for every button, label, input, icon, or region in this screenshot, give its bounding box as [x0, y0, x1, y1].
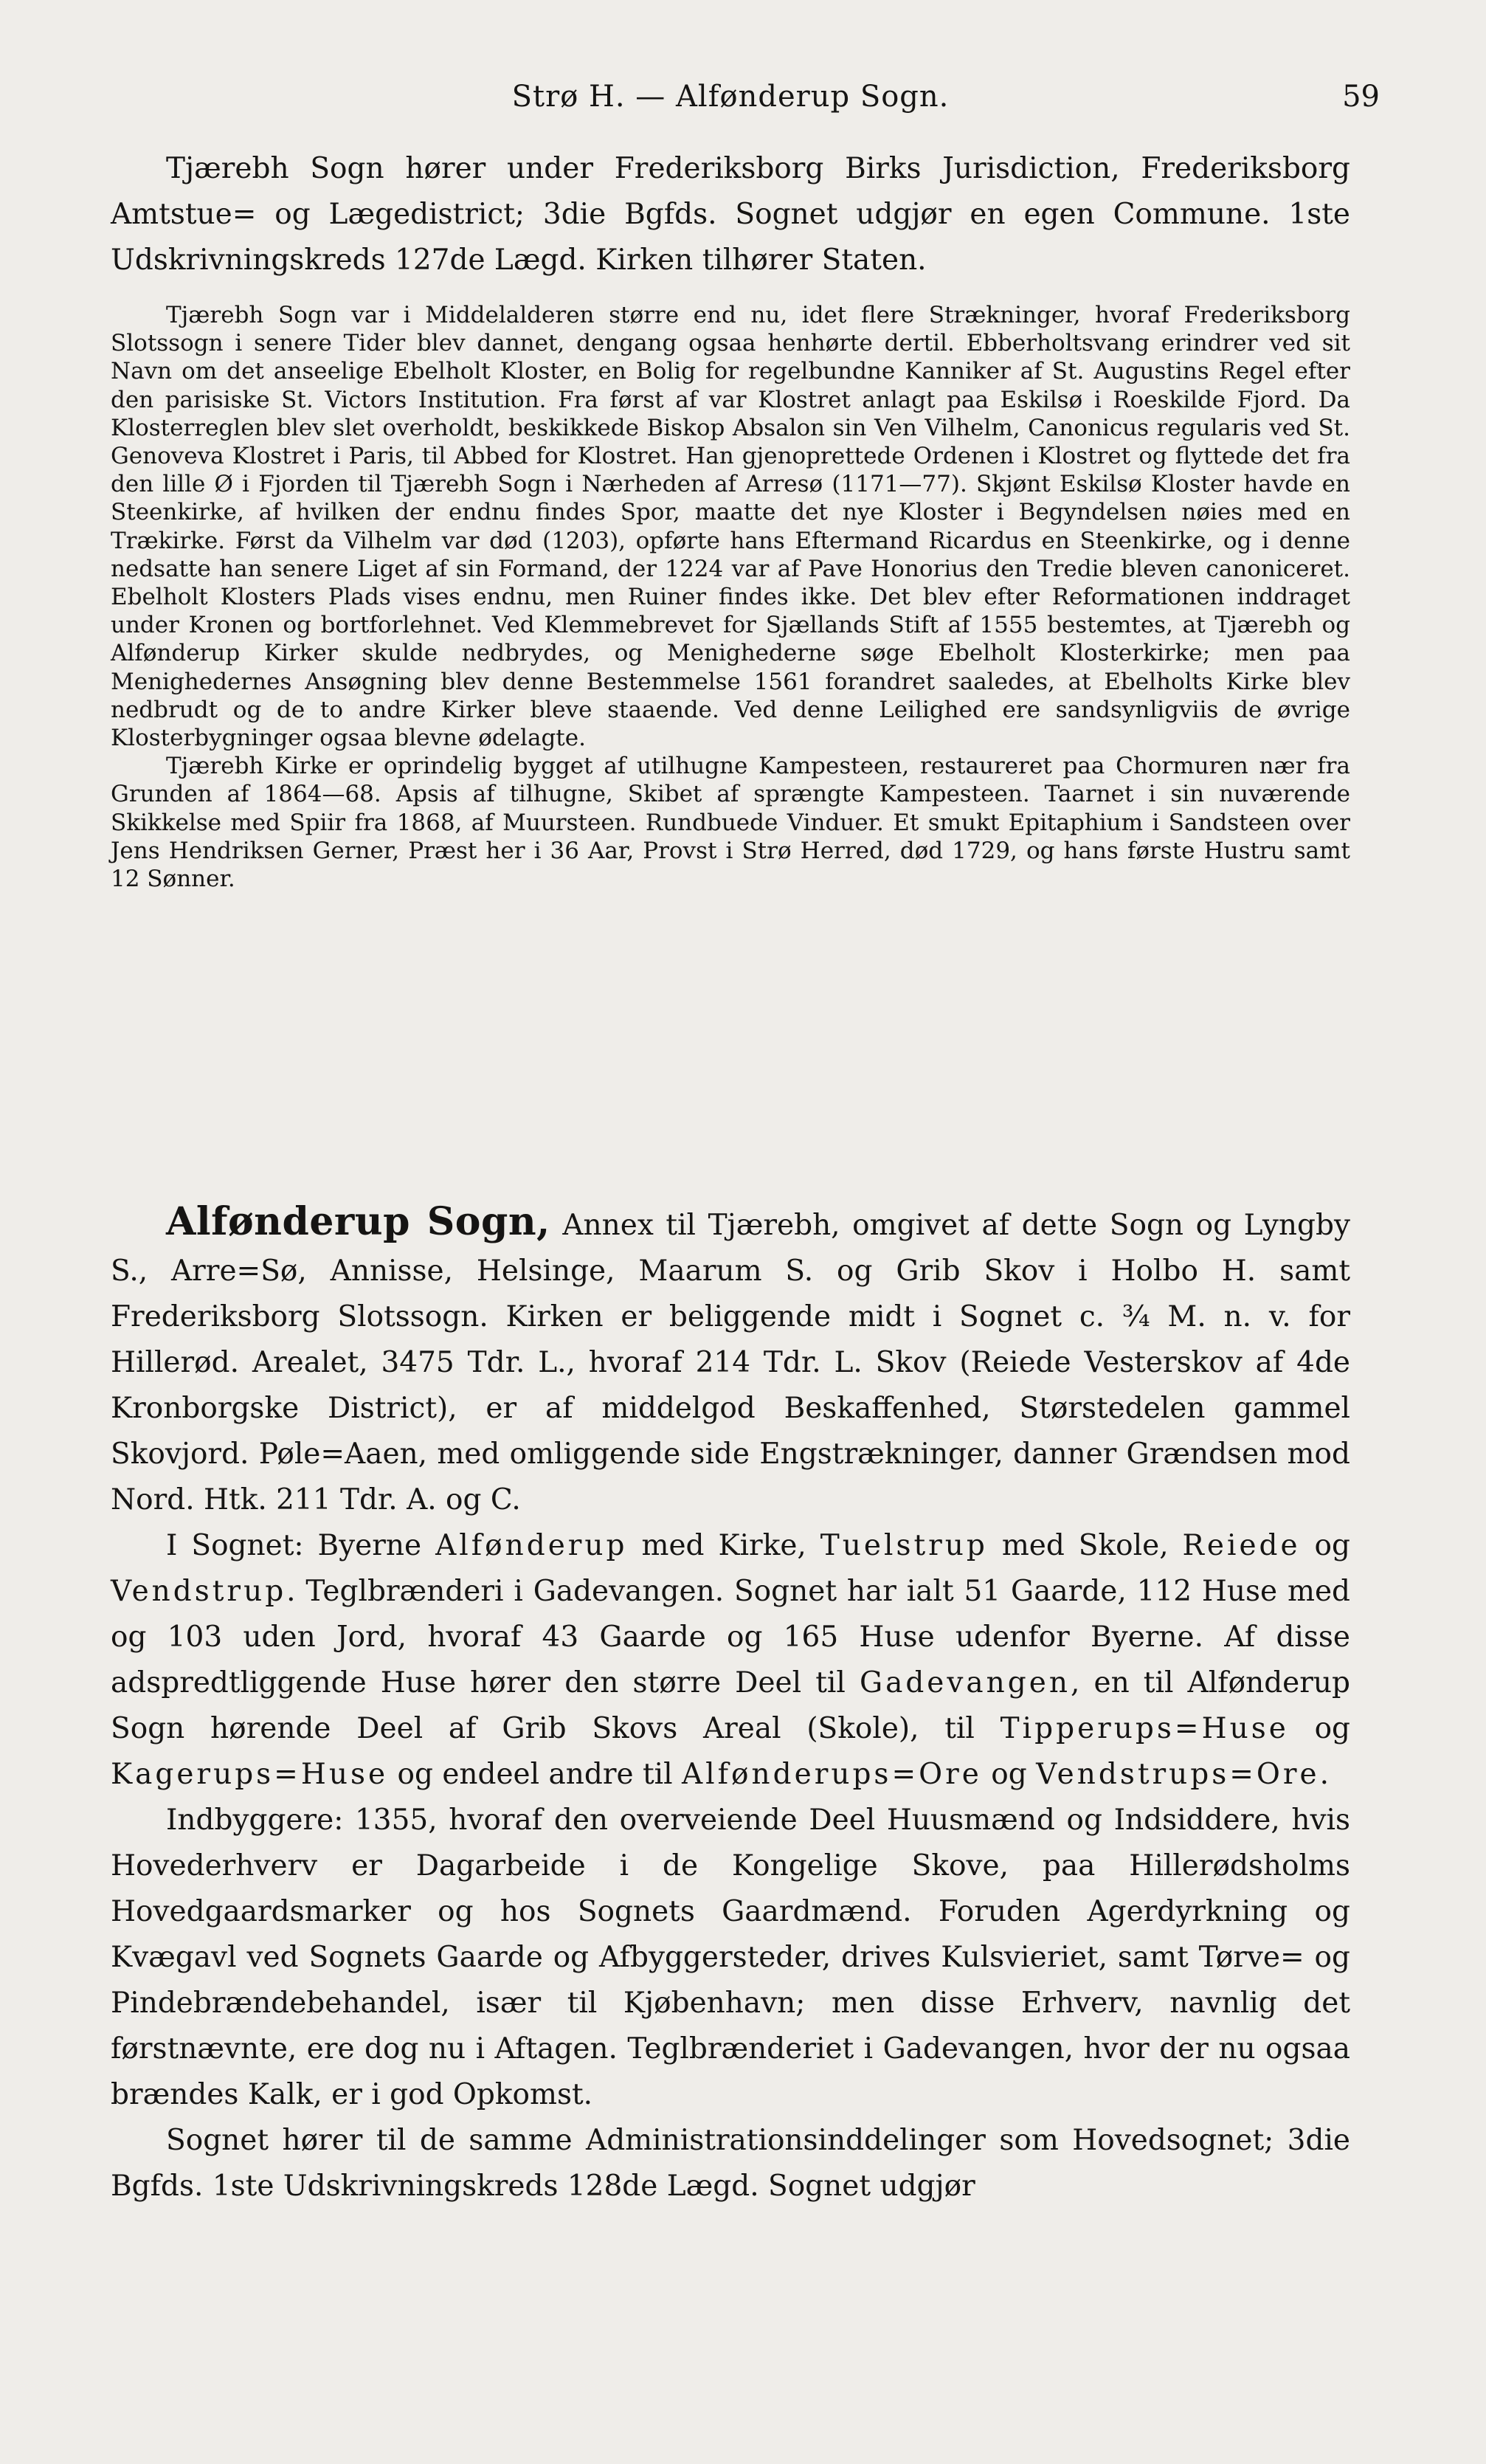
- paragraph-history: Tjærebh Sogn var i Middelalderen større end nu, idet flere Strækninger, hvoraf Frederiksborg Slotssogn i senere Tider blev dannet, dengang ogsaa henhørte dertil. Ebberholtsvang erindrer ved sit Navn om det anseelige Ebelholt Kloster, en Bolig for regelbundne Kanniker af St. Augustins Regel efter den parisiske St. Victors Institution. Fra først af var Klostret anlagt paa Eskilsø i Roeskilde Fjord. Da Klosterreglen blev slet overholdt, beskikkede Biskop Absalon sin Ven Vilhelm, Canonicus regularis ved St. Genoveva Klostret i Paris, til Abbed for Klostret. Han gjenoprettede Ordenen i Klostret og flyttede det fra den lille Ø i Fjorden til Tjærebh Sogn i Nærheden af Arresø (1171—77). Skjønt Eskilsø Kloster havde en Steenkirke, af hvilken der endnu findes Spor, maatte det nye Kloster i Begyndelsen nøies med en Trækirke. Først da Vilhelm var død (1203), opførte hans Eftermand Ricardus en Steenkirke, og i denne nedsatte han senere Liget af sin Formand, der 1224 var af Pave Honorius den Tredie bleven canoniceret. Ebelholt Klosters Plads vises endnu, men Ruiner findes ikke. Det blev efter Reformationen inddraget under Kronen og bortforlehnet. Ved Klemmebrevet for Sjællands Stift af 1555 bestemtes, at Tjærebh og Alfønderup Kirker skulde nedbrydes, og Menighederne søge Ebelholt Klosterkirke; men paa Menighedernes Ansøgning blev denne Bestemmelse 1561 forandret saaledes, at Ebelholts Kirke blev nedbrudt og de to andre Kirker bleve staaende. Ved denne Leilighed ere sandsynligviis de øvrige Klosterbygninger ogsaa blevne ødelagte.: [111, 302, 1350, 752]
- paragraph-jurisdiction: Tjærebh Sogn hører under Frederiksborg Birks Jurisdiction, Frederiksborg Amtstue= og Lægedistrict; 3die Bgfds. Sognet udgjør en egen Commune. 1ste Udskrivningskreds 127de Lægd. Kirken tilhører Staten.: [111, 152, 1350, 277]
- paragraph-parish-intro: [111, 1199, 1350, 1523]
- running-head: [111, 80, 1380, 124]
- parish-intro-text: Annex til Tjærebh, omgivet af dette Sogn og Lyngby S., Arre=Sø, Annisse, Helsinge, Maarum S. og Grib Skov i Holbo H. samt Frederiksborg Slotssogn. Kirken er beliggende midt i Sognet c. ¾ M. n. v. for Hillerød. Arealet, 3475 Tdr. L., hvoraf 214 Tdr. L. Skov (Reiede Vesterskov af 4de Kronborgske District), er af middelgod Beskaffenhed, Størstedelen gammel Skovjord. Pøle=Aaen, med omliggende side Engstrækninger, danner Grændsen mod Nord. Htk. 211 Tdr. A. og C.: [111, 1209, 1350, 1516]
- villages-text: med Kirke,: [627, 1529, 820, 1562]
- place-name: Kagerups=Huse: [111, 1758, 389, 1791]
- place-name: Vendstrup: [111, 1575, 287, 1608]
- place-name: Alfønderups=Ore: [681, 1758, 982, 1791]
- villages-text: I Sognet: Byerne: [166, 1529, 436, 1562]
- villages-text: , en til Alfønderup Sogn hørende Deel af Grib Skovs Areal (Skole), til: [111, 1666, 1350, 1745]
- villages-text: og: [1300, 1529, 1350, 1562]
- intro-text-block: [111, 146, 1350, 283]
- paragraph-church-description: Tjærebh Kirke er oprindelig bygget af utilhugne Kampesteen, restaureret paa Chormuren nær fra Grunden af 1864—68. Apsis af tilhugne, Skibet af sprængte Kampesteen. Taarnet i sin nuværende Skikkelse med Spiir fra 1868, af Muursteen. Rundbuede Vinduer. Et smukt Epitaphium i Sandsteen over Jens Hendriksen Gerner, Præst her i 36 Aar, Provst i Strø Herred, død 1729, og hans første Hustru samt 12 Sønner.: [111, 753, 1350, 893]
- villages-text: og endeel andre til: [388, 1758, 682, 1791]
- villages-text: . Teglbrænderi i Gadevangen. Sognet har ialt 51 Gaarde, 112 Huse med og 103 uden Jord, hvoraf 43 Gaarde og 165 Huse udenfor Byerne. Af disse adspredtliggende Huse hører den større Deel til: [111, 1575, 1350, 1699]
- villages-text: med Skole,: [987, 1529, 1183, 1562]
- place-name: Tipperups=Huse: [1000, 1712, 1289, 1745]
- running-title: Strø H. — Alfønderup Sogn.: [511, 80, 950, 114]
- place-name: Vendstrups=Ore: [1036, 1758, 1320, 1791]
- place-name: Alfønderup: [435, 1529, 628, 1562]
- place-name: Tuelstrup: [820, 1529, 988, 1562]
- small-print-block: [111, 301, 1350, 893]
- paragraph-inhabitants: Indbyggere: 1355, hvoraf den overveiende Deel Huusmænd og Indsiddere, hvis Hovederhverv er Dagarbeide i de Kongelige Skove, paa Hillerødsholms Hovedgaardsmarker og hos Sognets Gaardmænd. Foruden Agerdyrkning og Kvægavl ved Sognets Gaarde og Afbyggersteder, drives Kulsvieriet, samt Tørve= og Pindebrændebehandel, især til Kjøbenhavn; men disse Erhverv, navnlig det førstnævnte, ere dog nu i Aftagen. Teglbrænderiet i Gadevangen, hvor der nu ogsaa brændes Kalk, er i god Opkomst.: [111, 1804, 1350, 2111]
- paragraph-administration: Sognet hører til de samme Administrationsinddelinger som Hovedsognet; 3die Bgfds. 1ste Udskrivningskreds 128de Lægd. Sognet udgjør: [111, 2124, 1350, 2203]
- paragraph-villages: [111, 1523, 1350, 1798]
- villages-text: og: [1288, 1712, 1351, 1745]
- page-number: 59: [1342, 80, 1380, 114]
- parish-entry-block: [111, 1199, 1350, 2209]
- parish-heading: Alfønderup Sogn,: [166, 1199, 550, 1244]
- villages-text: og: [981, 1758, 1037, 1791]
- place-name: Reiede: [1182, 1529, 1301, 1562]
- place-name: Gadevangen: [859, 1666, 1071, 1699]
- villages-text: .: [1319, 1758, 1330, 1791]
